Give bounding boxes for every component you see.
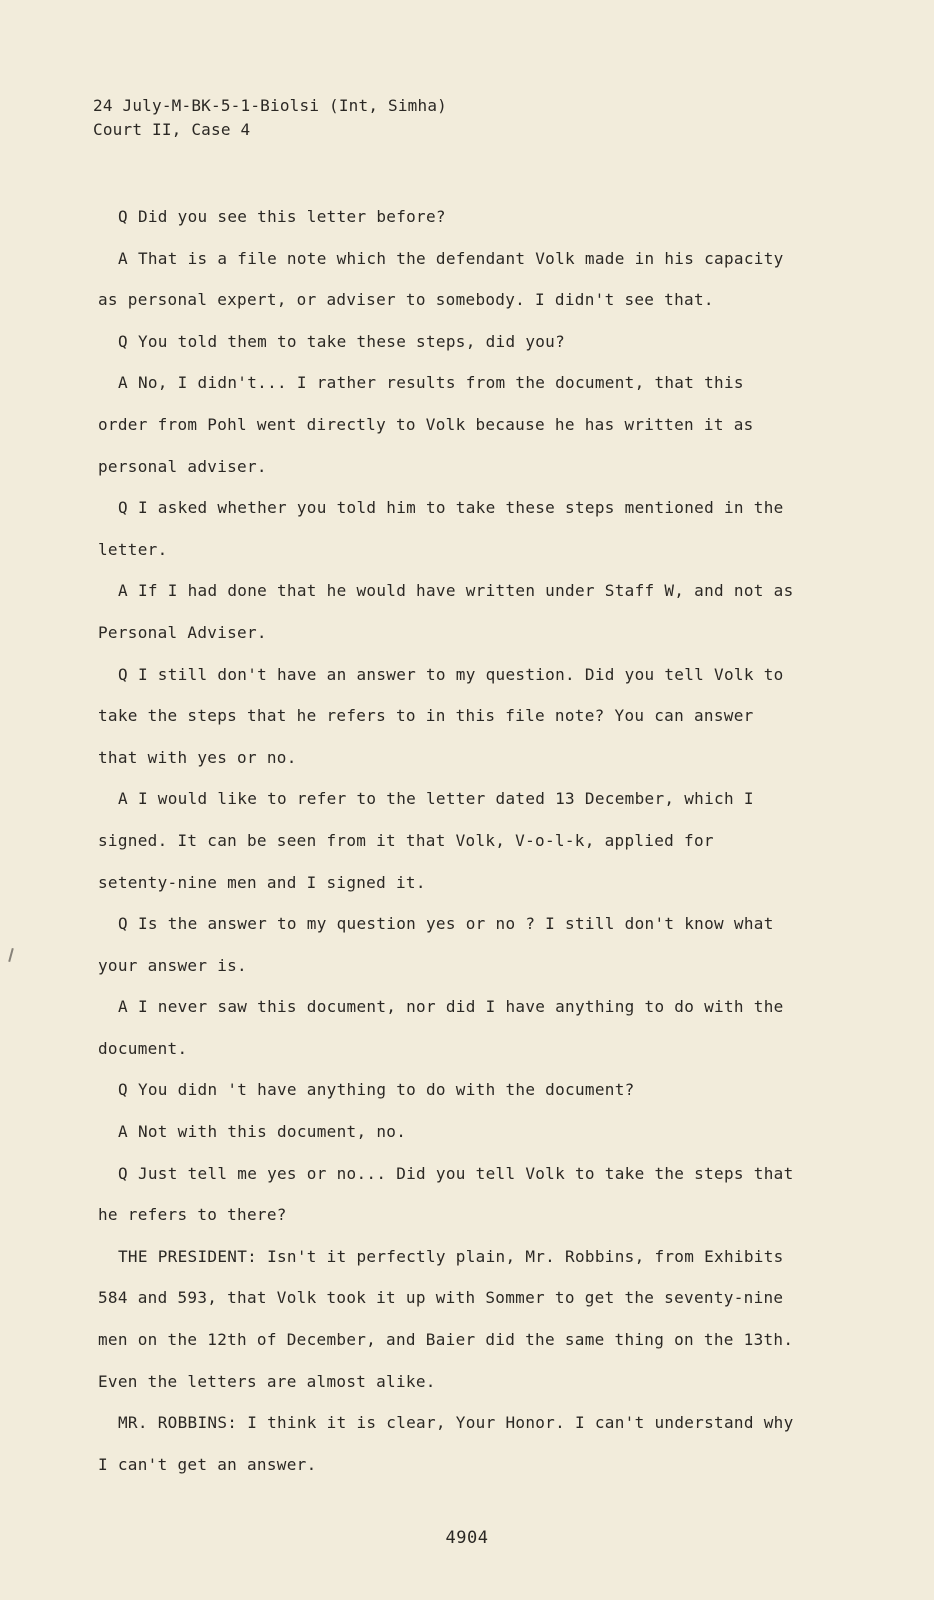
paragraph-text: No, I didn't... I rather results from the document, that this order from Pohl went directly to Volk because he has written it as personal adviser. [98, 373, 754, 476]
paragraph-text: You told them to take these steps, did you? [137, 331, 566, 351]
speaker-label: MR. ROBBINS: [118, 1413, 238, 1433]
paragraph-text: I would like to refer to the letter dated 13 December, which I signed. It can be seen from it that Volk, V-o-l-k, applied for setenty-nine men and I signed it. [98, 789, 754, 892]
document-header [93, 94, 447, 142]
paragraph-text: Did you see this letter before? [137, 207, 446, 226]
transcript-body [98, 196, 798, 1485]
transcript-paragraph [98, 196, 798, 238]
speaker-label: A [118, 789, 128, 809]
transcript-paragraph [98, 1153, 798, 1236]
speaker-label: Q [118, 1080, 128, 1100]
paragraph-text: Isn't it perfectly plain, Mr. Robbins, from Exhibits 584 and 593, that Volk took it up with Sommer to get the seventy-nine men on the 12th of December, and Baier did the same thing on the 13th. Even the letters are almost alike. [98, 1246, 794, 1391]
speaker-label: Q [118, 207, 128, 226]
speaker-label: Q [118, 498, 128, 518]
paragraph-text: If I had done that he would have written under Staff W, and not as Personal Adviser. [98, 581, 794, 642]
paragraph-text: I think it is clear, Your Honor. I can't understand why I can't get an answer. [98, 1413, 794, 1474]
paragraph-text: You didn 't have anything to do with the document? [137, 1080, 635, 1100]
transcript-paragraph [98, 778, 798, 903]
transcript-paragraph [98, 321, 798, 363]
transcript-paragraph [98, 654, 798, 779]
speaker-label: Q [118, 664, 128, 684]
header-session-line: 24 July-M-BK-5-1-Biolsi (Int, Simha) [93, 96, 447, 115]
speaker-label: THE PRESIDENT: [118, 1246, 258, 1266]
transcript-paragraph [98, 1069, 798, 1111]
speaker-label: A [118, 997, 128, 1017]
transcript-paragraph [98, 238, 798, 321]
speaker-label: A [118, 248, 128, 268]
paragraph-text: I asked whether you told him to take these steps mentioned in the letter. [98, 498, 784, 559]
transcript-paragraph [98, 1236, 798, 1402]
speaker-label: A [118, 373, 128, 393]
speaker-label: A [118, 1122, 128, 1142]
speaker-label: Q [118, 914, 128, 934]
paragraph-text: Not with this document, no. [137, 1122, 407, 1142]
paragraph-text: That is a file note which the defendant Volk made in his capacity as personal expert, or adviser to somebody. I didn't see that. [98, 248, 784, 310]
paragraph-text: Just tell me yes or no... Did you tell Volk to take the steps that he refers to there? [98, 1163, 794, 1225]
paragraph-text: I never saw this document, nor did I have anything to do with the document. [98, 997, 784, 1058]
transcript-paragraph [98, 487, 798, 570]
page-number: 4904 [445, 1528, 489, 1548]
header-court-line: Court II, Case 4 [93, 120, 251, 139]
transcript-paragraph [98, 362, 798, 487]
speaker-label: Q [118, 1163, 128, 1183]
transcript-paragraph [98, 903, 798, 986]
paragraph-text: I still don't have an answer to my question. Did you tell Volk to take the steps that he refers to in this file note? You can answer that with yes or no. [98, 664, 784, 767]
paragraph-text: Is the answer to my question yes or no ? I still don't know what your answer is. [98, 914, 774, 975]
transcript-paragraph [98, 570, 798, 653]
speaker-label: A [118, 581, 128, 601]
margin-mark [8, 948, 14, 962]
transcript-paragraph [98, 986, 798, 1069]
speaker-label: Q [118, 331, 128, 351]
transcript-paragraph [98, 1111, 798, 1153]
transcript-paragraph [98, 1402, 798, 1485]
